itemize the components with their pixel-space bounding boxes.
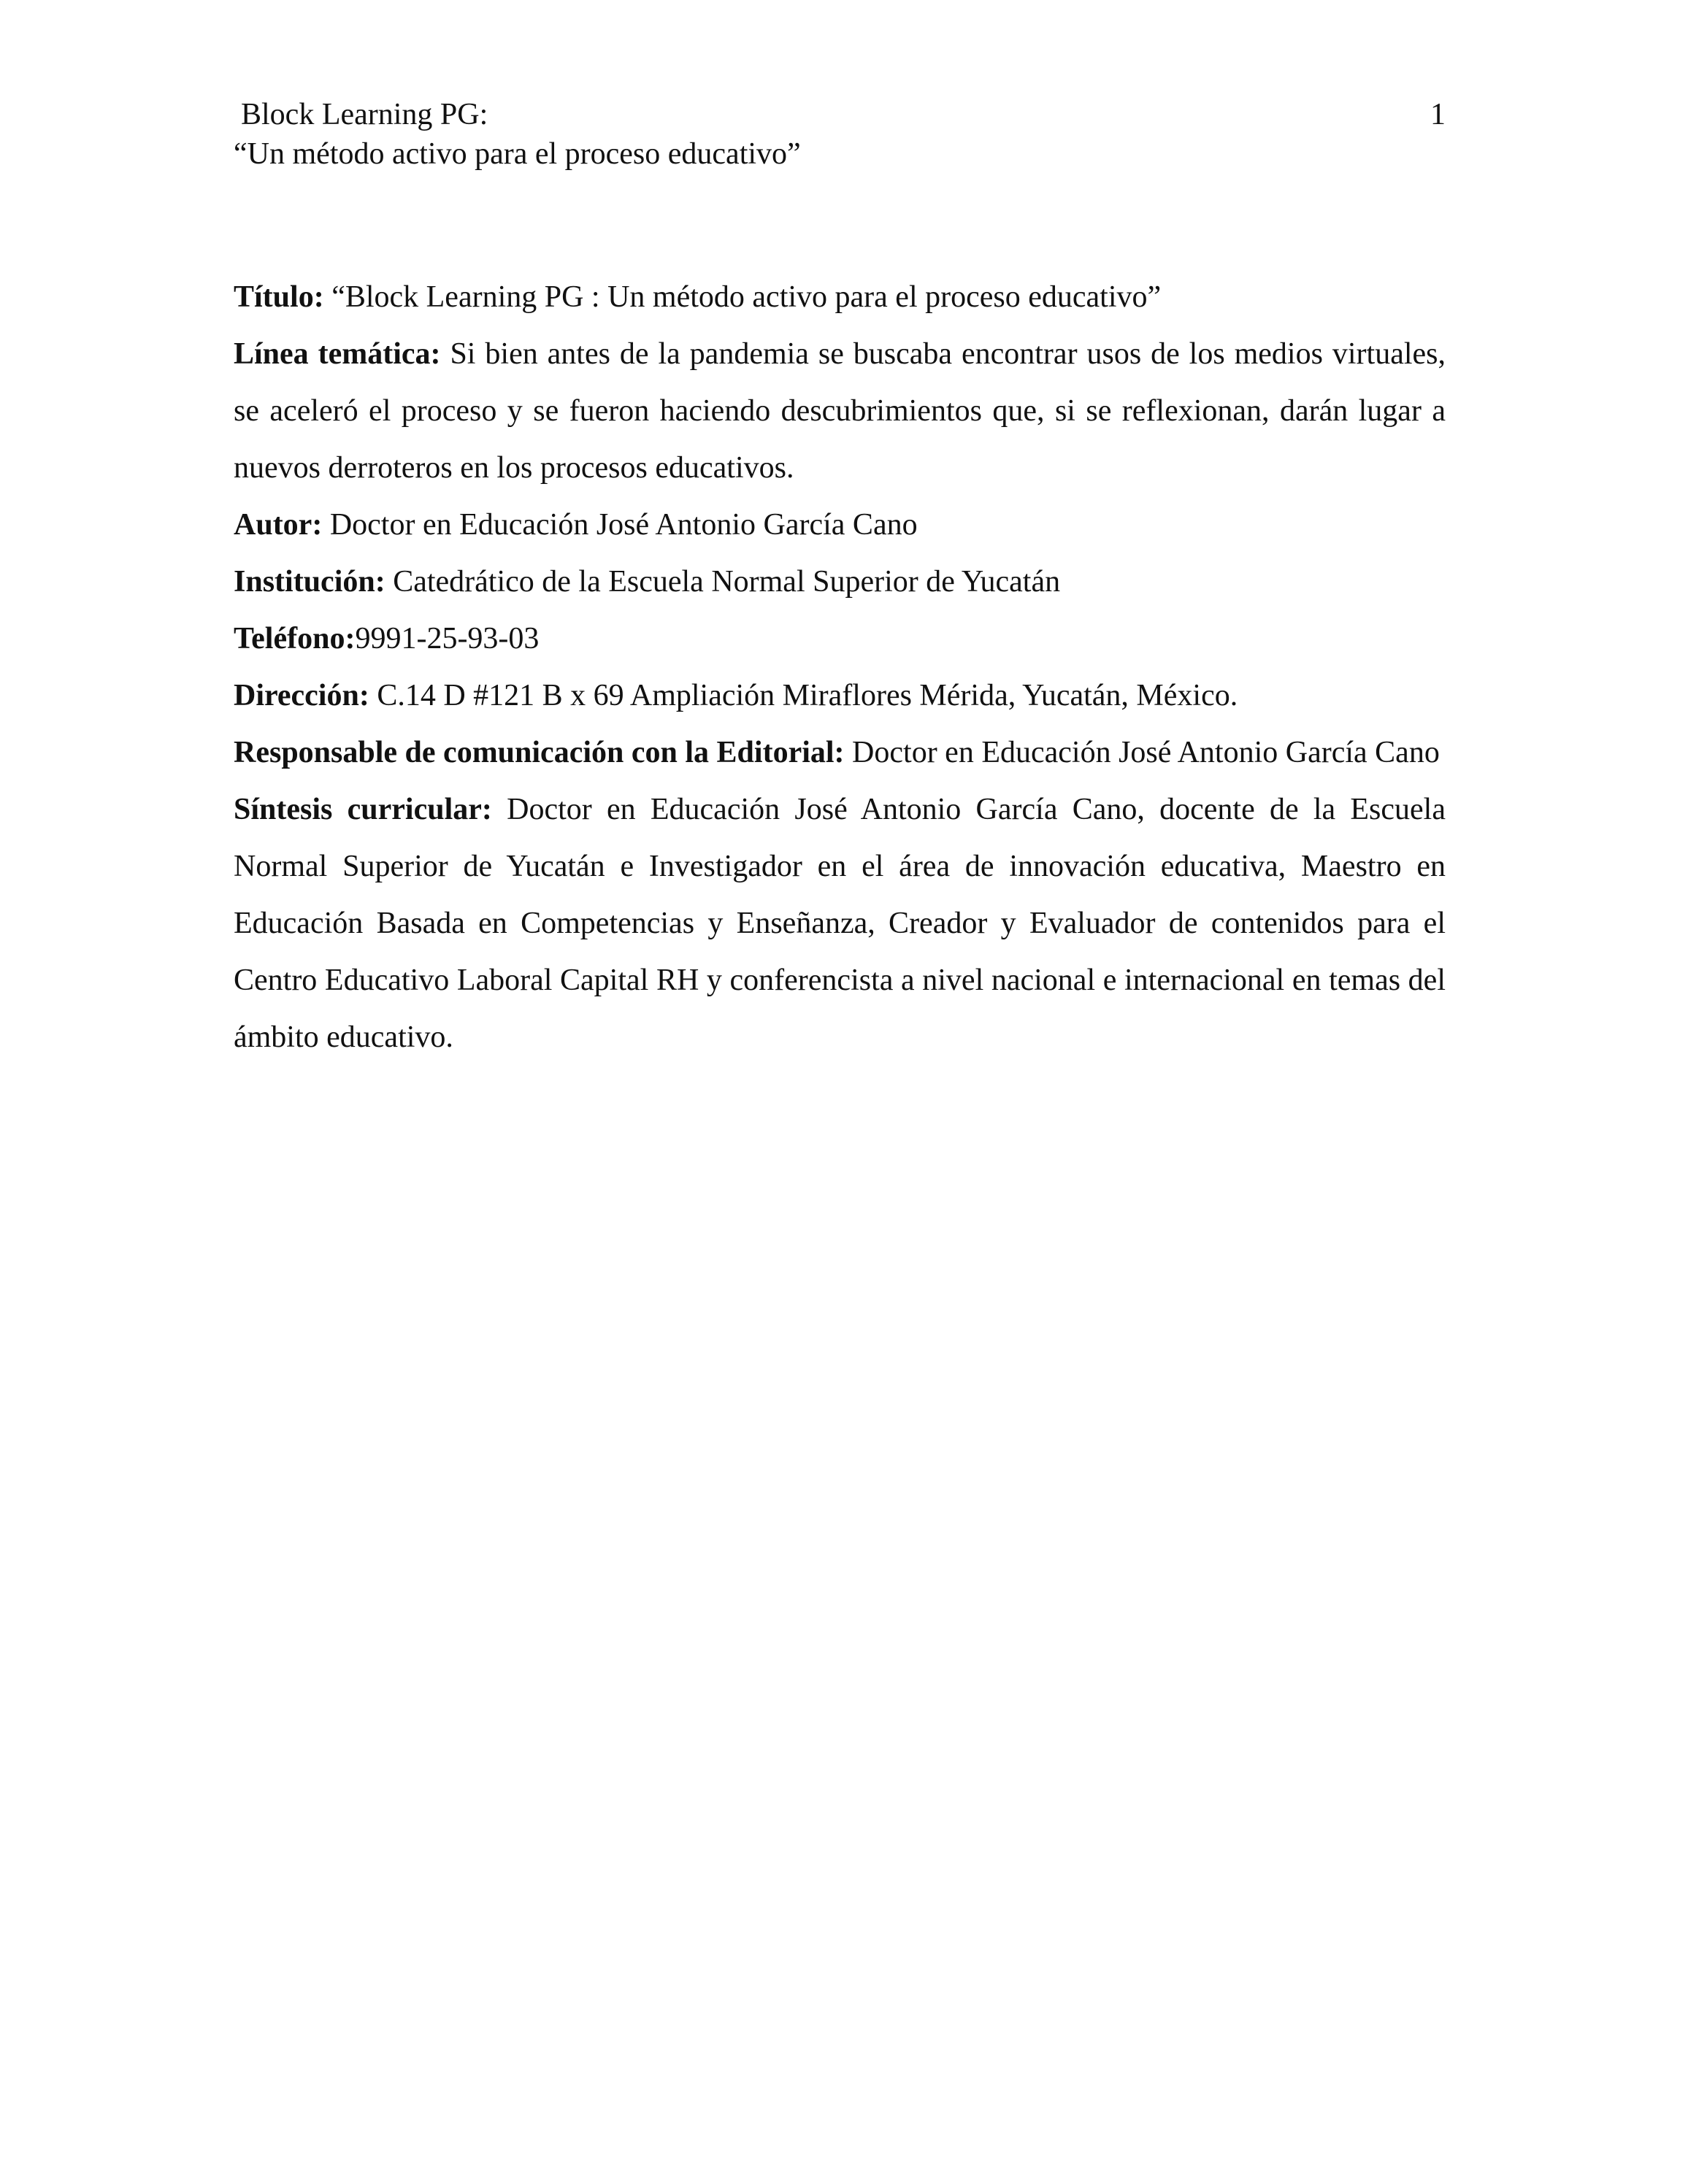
field-sintesis-label: Síntesis curricular: <box>234 793 492 826</box>
field-titulo <box>234 269 1446 326</box>
running-header <box>234 95 1446 174</box>
field-sintesis-value: Doctor en Educación José Antonio García Cano, docente de la Escuela Normal Superior de Yucatán e Investigador en el área de innovación educativa, Maestro en Educación Basada en Competencias y Enseñanza, Creador y Evaluador de contenidos para el Centro Educativo Laboral Capital RH y conferencista a nivel nacional e internacional en temas del ámbito educativo. <box>234 793 1446 1054</box>
page-number: 1 <box>1430 98 1446 131</box>
field-autor-value: Doctor en Educación José Antonio García Cano <box>322 508 918 542</box>
field-telefono-value: 9991-25-93-03 <box>355 622 540 655</box>
field-institucion-label: Institución: <box>234 565 385 599</box>
field-linea-tematica-label: Línea temática: <box>234 337 441 371</box>
field-direccion-label: Dirección: <box>234 679 369 712</box>
field-telefono-label: Teléfono: <box>234 622 356 655</box>
field-responsable-value: Doctor en Educación José Antonio García Cano <box>844 736 1440 769</box>
field-linea-tematica <box>234 326 1446 496</box>
field-titulo-label: Título: <box>234 280 324 314</box>
field-telefono <box>234 610 1446 667</box>
field-autor-label: Autor: <box>234 508 323 542</box>
field-autor <box>234 496 1446 553</box>
field-linea-tematica-value: Si bien antes de la pandemia se buscaba encontrar usos de los medios virtuales, se aceleró el proceso y se fueron haciendo descubrimientos que, si se reflexionan, darán lugar a nuevos derroteros en los procesos educativos. <box>234 337 1446 485</box>
field-direccion <box>234 667 1446 724</box>
field-sintesis <box>234 781 1446 1066</box>
field-responsable-label: Responsable de comunicación con la Editorial: <box>234 736 845 769</box>
field-direccion-value: C.14 D #121 B x 69 Ampliación Miraflores Mérida, Yucatán, México. <box>369 679 1238 712</box>
field-institucion <box>234 553 1446 610</box>
field-responsable <box>234 724 1446 781</box>
running-title: Block Learning PG: <box>241 98 488 131</box>
field-titulo-value: “Block Learning PG : Un método activo para el proceso educativo” <box>323 280 1162 314</box>
field-institucion-value: Catedrático de la Escuela Normal Superior de Yucatán <box>385 565 1061 599</box>
document-body <box>234 269 1446 1066</box>
running-subtitle: “Un método activo para el proceso educativo” <box>234 137 801 171</box>
running-header-line <box>234 95 1446 134</box>
